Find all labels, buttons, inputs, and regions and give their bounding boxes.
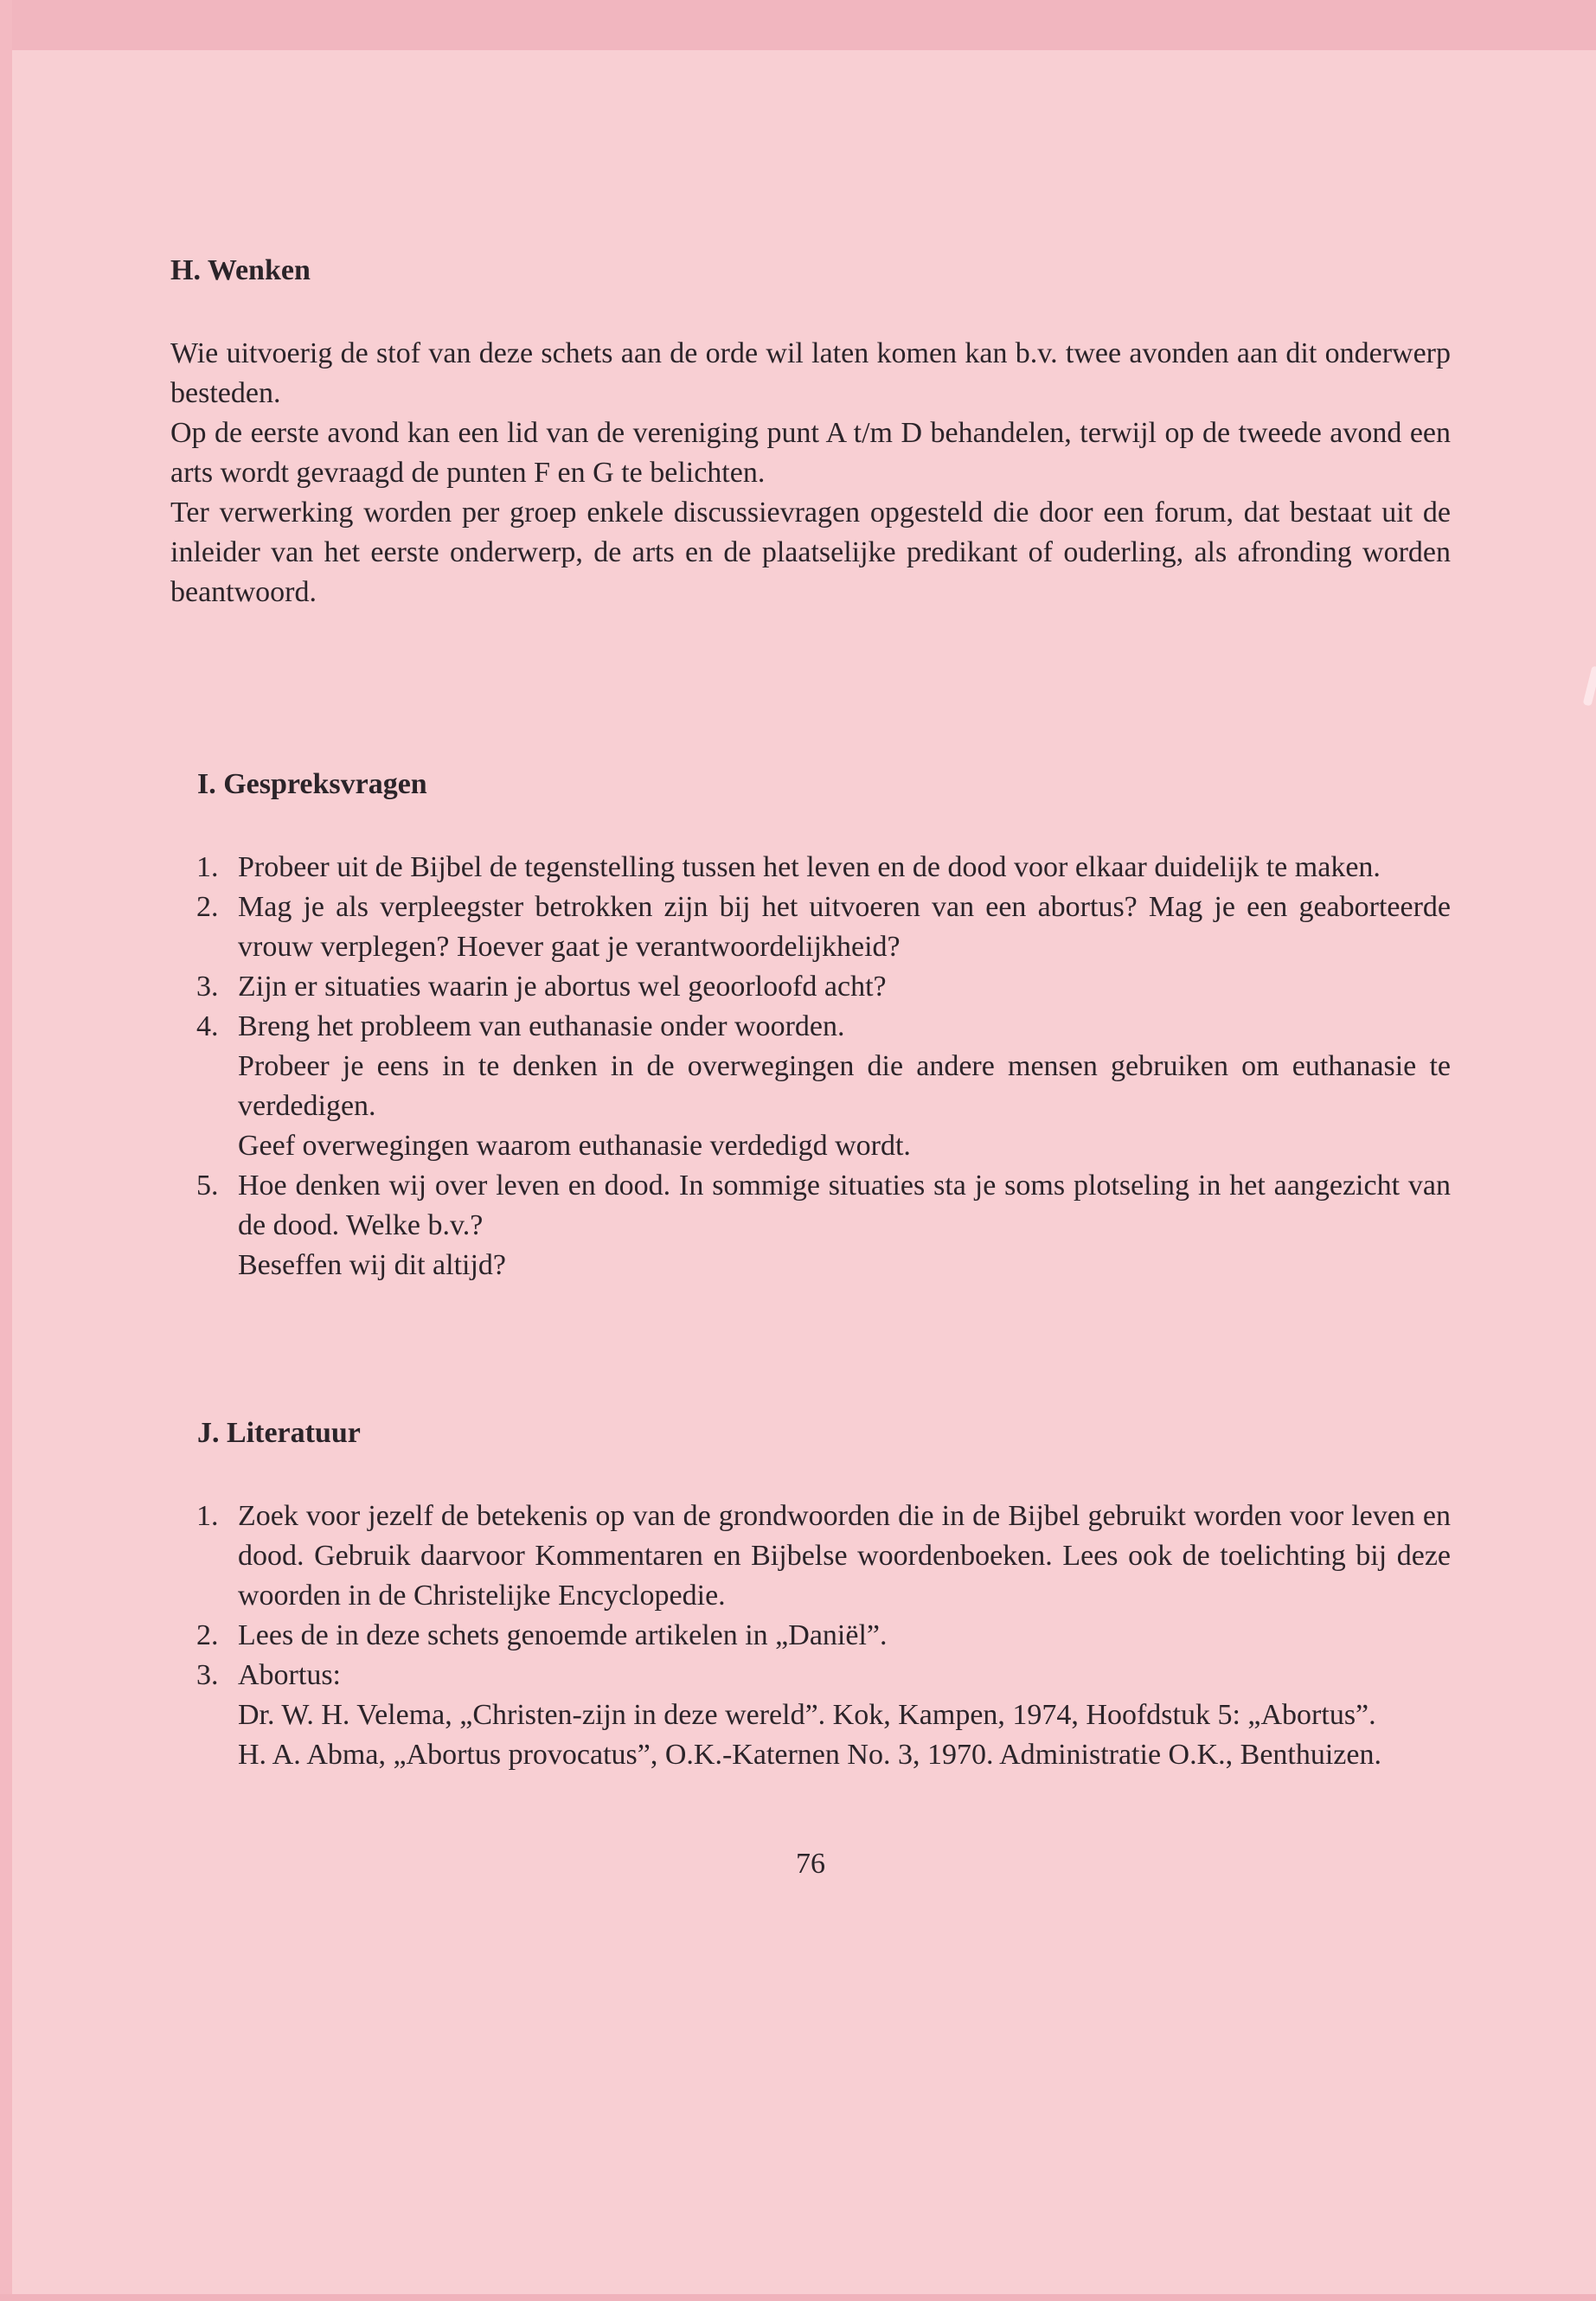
item-number: 2.: [196, 891, 219, 923]
list-item: [170, 1616, 1451, 1656]
list-item: [170, 967, 1451, 1007]
scan-artifact: [1583, 665, 1596, 706]
item-paragraph: H. A. Abma, „Abortus provocatus”, O.K.-Katernen No. 3, 1970. Administratie O.K., Benthuizen.: [238, 1739, 1381, 1771]
section-h-title: H. Wenken: [170, 254, 311, 286]
list-item: [170, 1497, 1451, 1616]
paragraph: Ter verwerking worden per groep enkele discussievragen opgesteld die door een forum, dat bestaat uit de inleider van het eerste onderwerp, de arts en de plaatselijke predikant of ouderling, als afronding worden beantwoord.: [170, 497, 1451, 608]
section-j-title: J. Literatuur: [197, 1417, 361, 1449]
page-number: 76: [796, 1848, 825, 1880]
item-paragraph: Geef overwegingen waarom euthanasie verdedigd wordt.: [238, 1130, 911, 1162]
scan-edge-bottom: [0, 2294, 1596, 2301]
section-h-body: [170, 334, 1451, 612]
literature-list: [170, 1497, 1451, 1775]
page-content: [170, 0, 1451, 1884]
item-paragraph: Mag je als verpleegster betrokken zijn bij het uitvoeren van een abortus? Mag je een geaborteerde vrouw verplegen? Hoever gaat je verantwoordelijkheid?: [238, 891, 1451, 963]
item-paragraph: Probeer je eens in te denken in de overwegingen die andere mensen gebruiken om euthanasie te verdedigen.: [238, 1050, 1451, 1122]
list-item: [170, 848, 1451, 888]
item-number: 3.: [196, 971, 219, 1003]
question-list: [170, 848, 1451, 1285]
item-paragraph: Zoek voor jezelf de betekenis op van de grondwoorden die in de Bijbel gebruikt worden voor leven en dood. Gebruik daarvoor Kommentaren en Bijbelse woordenboeken. Lees ook de toelichting bij deze woorden in de Christelijke Encyclopedie.: [238, 1500, 1451, 1612]
list-item: [170, 1656, 1451, 1775]
scan-edge-left: [0, 0, 12, 2301]
item-paragraph: Probeer uit de Bijbel de tegenstelling tussen het leven en de dood voor elkaar duidelijk te maken.: [238, 851, 1381, 883]
item-paragraph: Abortus:: [238, 1659, 341, 1691]
paragraph: Op de eerste avond kan een lid van de vereniging punt A t/m D behandelen, terwijl op de tweede avond een arts wordt gevraagd de punten F en G te belichten.: [170, 417, 1451, 489]
item-number: 4.: [196, 1010, 219, 1042]
list-item: [170, 888, 1451, 967]
item-number: 1.: [196, 851, 219, 883]
list-item: [170, 1166, 1451, 1285]
item-number: 1.: [196, 1500, 219, 1532]
item-paragraph: Beseffen wij dit altijd?: [238, 1249, 507, 1281]
item-number: 5.: [196, 1170, 219, 1202]
item-number: 3.: [196, 1659, 219, 1691]
paragraph: Wie uitvoerig de stof van deze schets aan de orde wil laten komen kan b.v. twee avonden aan dit onderwerp besteden.: [170, 337, 1451, 409]
item-paragraph: Dr. W. H. Velema, „Christen-zijn in deze wereld”. Kok, Kampen, 1974, Hoofdstuk 5: „Abortus”.: [238, 1699, 1376, 1731]
section-i-title: I. Gespreksvragen: [197, 768, 427, 800]
item-paragraph: Lees de in deze schets genoemde artikelen in „Daniël”.: [238, 1619, 888, 1651]
item-paragraph: Hoe denken wij over leven en dood. In sommige situaties sta je soms plotseling in het aangezicht van de dood. Welke b.v.?: [238, 1170, 1451, 1241]
item-paragraph: Zijn er situaties waarin je abortus wel geoorloofd acht?: [238, 971, 887, 1003]
item-paragraph: Breng het probleem van euthanasie onder woorden.: [238, 1010, 845, 1042]
list-item: [170, 1007, 1451, 1166]
item-number: 2.: [196, 1619, 219, 1651]
